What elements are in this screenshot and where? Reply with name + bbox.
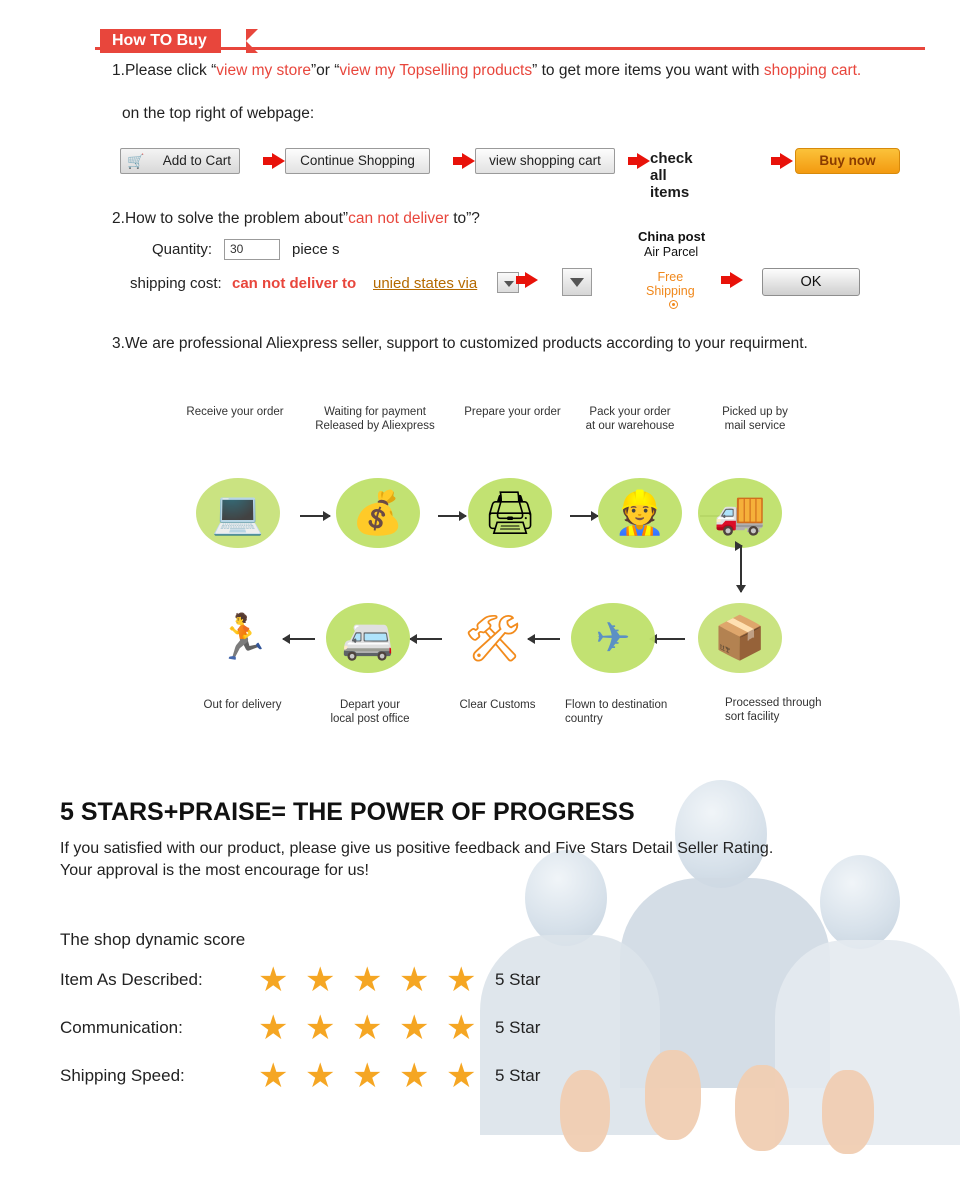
- add-to-cart-label: Add to Cart: [162, 153, 231, 168]
- feedback-body-line1: If you satisfied with our product, please give us positive feedback and Five Stars Detail Seller Rating.: [60, 840, 774, 857]
- person-at-computer-icon: 💻: [190, 470, 286, 556]
- carrier-radio-button[interactable]: [669, 300, 678, 309]
- step-2-number: 2.: [112, 210, 125, 227]
- step-2-pre: How to solve the problem about”: [124, 210, 349, 227]
- step-3-text: [112, 335, 808, 353]
- people-thumbs-up-photo: [470, 770, 960, 1185]
- warehouse-worker-icon: 👷: [592, 470, 688, 556]
- shipping-cost-label: shipping cost:: [130, 275, 222, 292]
- chevron-down-icon-large[interactable]: [562, 268, 592, 296]
- flow-top-label-3: Prepare your order: [464, 406, 561, 418]
- step-1-text: [112, 60, 912, 82]
- score-value-communication: 5 Star: [495, 1018, 541, 1037]
- feedback-body-line2: Your approval is the most encourage for us!: [60, 862, 369, 879]
- step-2-post: to”?: [448, 210, 480, 227]
- arrow-icon-3: [637, 153, 650, 169]
- buy-now-button[interactable]: Buy now: [795, 148, 900, 174]
- carrier-subtitle: Air Parcel: [644, 245, 699, 259]
- money-bag-icon: 💰: [330, 470, 426, 556]
- cannot-deliver-label: can not deliver to: [232, 275, 357, 292]
- feedback-body: [60, 838, 890, 882]
- add-to-cart-button[interactable]: [120, 148, 240, 174]
- page-title: How TO Buy: [100, 29, 221, 53]
- step-1-number: 1.: [112, 62, 125, 79]
- delivery-truck-icon: 🚚: [692, 470, 788, 556]
- feedback-title: 5 STARS+PRAISE= THE POWER OF PROGRESS: [60, 798, 635, 826]
- continue-shopping-button[interactable]: Continue Shopping: [285, 148, 430, 174]
- score-value-shipping-speed: 5 Star: [495, 1066, 541, 1085]
- flow-arrow-5: [740, 550, 742, 592]
- step-1-mid: ”or “: [311, 62, 340, 79]
- step-1-tail: shopping cart.: [763, 62, 862, 79]
- step-3-number: 3.: [112, 335, 125, 352]
- step-1-subtext: on the top right of webpage:: [122, 105, 315, 122]
- flow-top-label-1: Receive your order: [186, 406, 284, 418]
- view-my-store-link[interactable]: view my store: [216, 62, 311, 79]
- courier-running-icon: 🏃: [215, 613, 271, 662]
- quantity-label: Quantity:: [152, 241, 213, 258]
- flow-top-label-4: Pack your order at our warehouse: [585, 406, 675, 432]
- step-1-post: ” to get more items you want with: [532, 62, 764, 79]
- flow-bottom-label-1: Out for delivery: [203, 699, 282, 711]
- shopping-cart-icon: 🛒: [127, 153, 145, 169]
- flow-top-label-5: Picked up by mail service: [722, 406, 788, 432]
- arrow-icon-4: [780, 153, 793, 169]
- how-to-buy-page: How TO Buy 1.Please click “view my store”or “view my Topselling products” to get more items you want with shopping cart. on the top right of webpage: 🛒 Add to Cart Continue Shopping view shopping cart check all items Buy now 2.How to solve the problem about”can not deliver to”? Quantity: 30 piece s shipping cost: can not deliver to unied states via China post Air Parcel Free Shipping OK 3.We are professional Aliexpress seller, support to customized products according to your requirment. Receive your order Waiting for payment Released by Aliexpress Prepare your order Pack your order at our warehouse Picked up by mail service 💻 💰 🖨 👷 🚚 📦 ✈ 🛠 🚐 🏃 Out for delivery Depart your local post office Clear Customs Flown to destination country Processed through sort facility 5 STARS+PRAISE= THE POWER OF PROGRESS If you satisfied with our product, please give us positive feedback and Five Stars Detail Seller Rating. Your approval is the most encourage for us! The shop dynamic score Item As Described: ★ ★ ★ ★ ★ 5 Star Communication: ★ ★ ★ ★ ★ 5 Star Shipping Speed: ★ ★ ★ ★ ★ 5 Star: [0, 0, 960, 1185]
- score-label-communication: Communication:: [60, 1018, 183, 1037]
- flow-bottom-label-4: Flown to destination country: [565, 699, 668, 725]
- step-1-pre: Please click “: [124, 62, 217, 79]
- score-label-shipping-speed: Shipping Speed:: [60, 1066, 185, 1085]
- shipping-label: Shipping: [646, 284, 695, 298]
- flow-top-label-2: Waiting for payment Released by Aliexpress: [315, 406, 435, 432]
- free-label: Free: [657, 270, 684, 284]
- delivery-van-icon: 🚐: [320, 595, 416, 681]
- printer-icon: 🖨: [462, 470, 558, 556]
- free-shipping-label: [646, 270, 695, 298]
- arrow-icon-1: [272, 153, 285, 169]
- country-select-value[interactable]: unied states via: [373, 275, 478, 292]
- view-topselling-products-link[interactable]: view my Topselling products: [339, 62, 533, 79]
- flow-bottom-label-2: Depart your local post office: [330, 699, 410, 725]
- ok-button[interactable]: OK: [762, 268, 860, 296]
- view-shopping-cart-button[interactable]: view shopping cart: [475, 148, 615, 174]
- header-tab-arrow: [246, 29, 258, 53]
- flow-bottom-label-5: Processed through sort facility: [725, 697, 822, 723]
- score-value-item-as-described: 5 Star: [495, 970, 541, 989]
- arrow-icon-2: [462, 153, 475, 169]
- carrier-title: China post: [638, 229, 706, 244]
- score-label-item-as-described: Item As Described:: [60, 970, 203, 989]
- airplane-icon: ✈: [565, 595, 661, 681]
- score-title: The shop dynamic score: [60, 930, 246, 949]
- sorting-facility-icon: 📦: [692, 595, 788, 681]
- customs-clearance-icon: 🛠: [463, 612, 523, 664]
- arrow-icon-6: [730, 272, 743, 288]
- arrow-icon-5: [525, 272, 538, 288]
- header-banner: [0, 14, 960, 50]
- flow-arrow-1: [300, 515, 330, 517]
- flow-bottom-label-3: Clear Customs: [459, 699, 536, 711]
- piece-label: piece s: [292, 241, 340, 258]
- step-3-body: We are professional Aliexpress seller, support to customized products according to your requirment.: [124, 335, 808, 352]
- check-all-items-label: check all items: [650, 150, 693, 201]
- step-2-highlight: can not deliver: [348, 210, 449, 227]
- step-2-text: [112, 210, 480, 228]
- quantity-input[interactable]: 30: [224, 239, 280, 260]
